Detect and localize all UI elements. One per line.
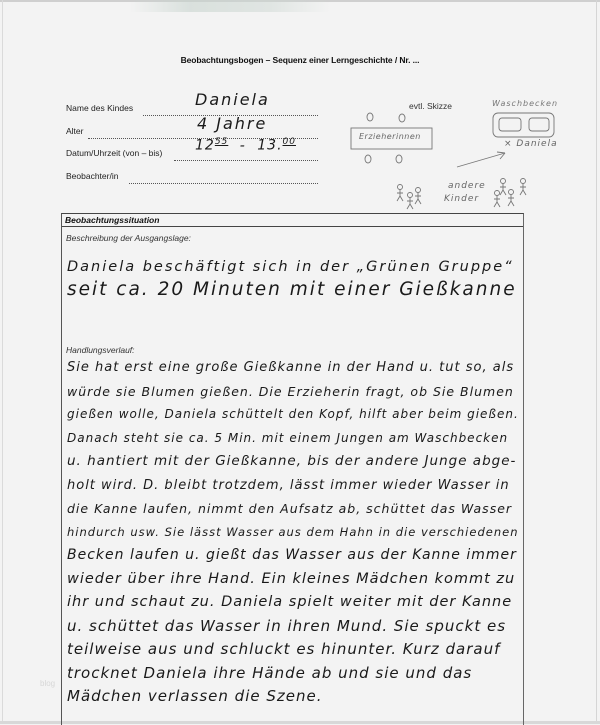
field-value-datetime bbox=[195, 137, 296, 154]
time-to-min: 00 bbox=[282, 137, 296, 147]
sketch-label: evtl. Skizze bbox=[409, 101, 452, 111]
sink-icon bbox=[493, 113, 554, 137]
dotted-line bbox=[129, 182, 318, 184]
sketch-sink-label: Waschbecken bbox=[492, 99, 559, 108]
field-label-datetime: Datum/Uhrzeit (von – bis) bbox=[66, 148, 163, 158]
course-line: Mädchen verlassen die Szene. bbox=[67, 687, 323, 705]
scan-smudge bbox=[130, 0, 330, 12]
course-label: Handlungsverlauf: bbox=[66, 345, 135, 355]
course-line: Becken laufen u. gießt das Wasser aus der Kanne immer bbox=[67, 547, 517, 563]
chair-icon bbox=[399, 114, 405, 122]
field-value-name: Daniela bbox=[195, 90, 270, 109]
initial-situation-label: Beschreibung der Ausgangslage: bbox=[66, 233, 191, 243]
course-line: Sie hat erst eine große Gießkanne in der Hand u. tut so, als bbox=[67, 360, 515, 375]
field-label-age: Alter bbox=[66, 126, 84, 136]
time-from-min: 55 bbox=[214, 137, 229, 147]
course-line: trocknet Daniela ihre Hände ab und sie und das bbox=[67, 663, 473, 682]
stick-figures-right bbox=[494, 179, 526, 208]
sketch-table-label: Erzieherinnen bbox=[359, 132, 421, 141]
course-line: hindurch usw. Sie lässt Wasser aus dem Hahn in die verschiedenen bbox=[67, 524, 519, 539]
watermark: blog bbox=[40, 679, 56, 688]
sketch-others-label-2: Kinder bbox=[444, 194, 480, 204]
chair-icon bbox=[367, 113, 373, 121]
course-line: holt wird. D. bleibt trotzdem, lässt immer wieder Wasser in bbox=[67, 477, 510, 493]
course-line: ihr und schaut zu. Daniela spielt weiter mit der Kanne bbox=[67, 594, 513, 610]
field-value-age: 4 Jahre bbox=[197, 114, 268, 133]
course-line: wieder über ihre Hand. Ein kleines Mädchen kommt zu bbox=[67, 570, 516, 587]
observation-box bbox=[61, 213, 524, 725]
initial-line: Daniela beschäftigt sich in der „Grünen Gruppe“ bbox=[67, 259, 514, 275]
chair-icon bbox=[365, 155, 371, 163]
course-line: teilweise aus und schluckt es hinunter. Kurz darauf bbox=[67, 640, 501, 658]
course-line: u. hantiert mit der Gießkanne, bis der andere Junge abge- bbox=[67, 453, 517, 469]
observation-header: Beobachtungssituation bbox=[62, 214, 523, 227]
time-from-hour: 12 bbox=[195, 137, 215, 154]
sketch-others-label-1: andere bbox=[448, 181, 486, 191]
sketch-child-label: × Daniela bbox=[504, 139, 558, 149]
initial-line: seit ca. 20 Minuten mit einer Gießkanne bbox=[67, 279, 517, 300]
course-line: Danach steht sie ca. 5 Min. mit einem Jungen am Waschbecken bbox=[67, 430, 509, 445]
field-child-name bbox=[66, 103, 318, 117]
course-line: gießen wolle, Daniela schüttelt den Kopf, hilft aber beim gießen. bbox=[67, 407, 519, 421]
field-observer bbox=[66, 171, 318, 185]
course-line: u. schüttet das Wasser in ihren Mund. Sie spuckt es bbox=[67, 616, 507, 635]
page-edge-left bbox=[2, 0, 3, 724]
dotted-line bbox=[174, 159, 318, 161]
time-separator: - bbox=[239, 137, 246, 154]
chair-icon bbox=[396, 155, 402, 163]
course-line: würde sie Blumen gießen. Die Erzieherin fragt, ob Sie Blumen bbox=[67, 383, 514, 399]
document-title: Beobachtungsbogen – Sequenz einer Lerngeschichte / Nr. ... bbox=[180, 55, 420, 65]
stick-figures-left bbox=[397, 185, 421, 210]
field-label-name: Name des Kindes bbox=[66, 103, 134, 113]
field-label-observer: Beobachter/in bbox=[66, 171, 119, 181]
time-to-hour: 13. bbox=[257, 137, 283, 154]
course-line: die Kanne laufen, nimmt den Aufsatz ab, schüttet das Wasser bbox=[67, 501, 513, 516]
